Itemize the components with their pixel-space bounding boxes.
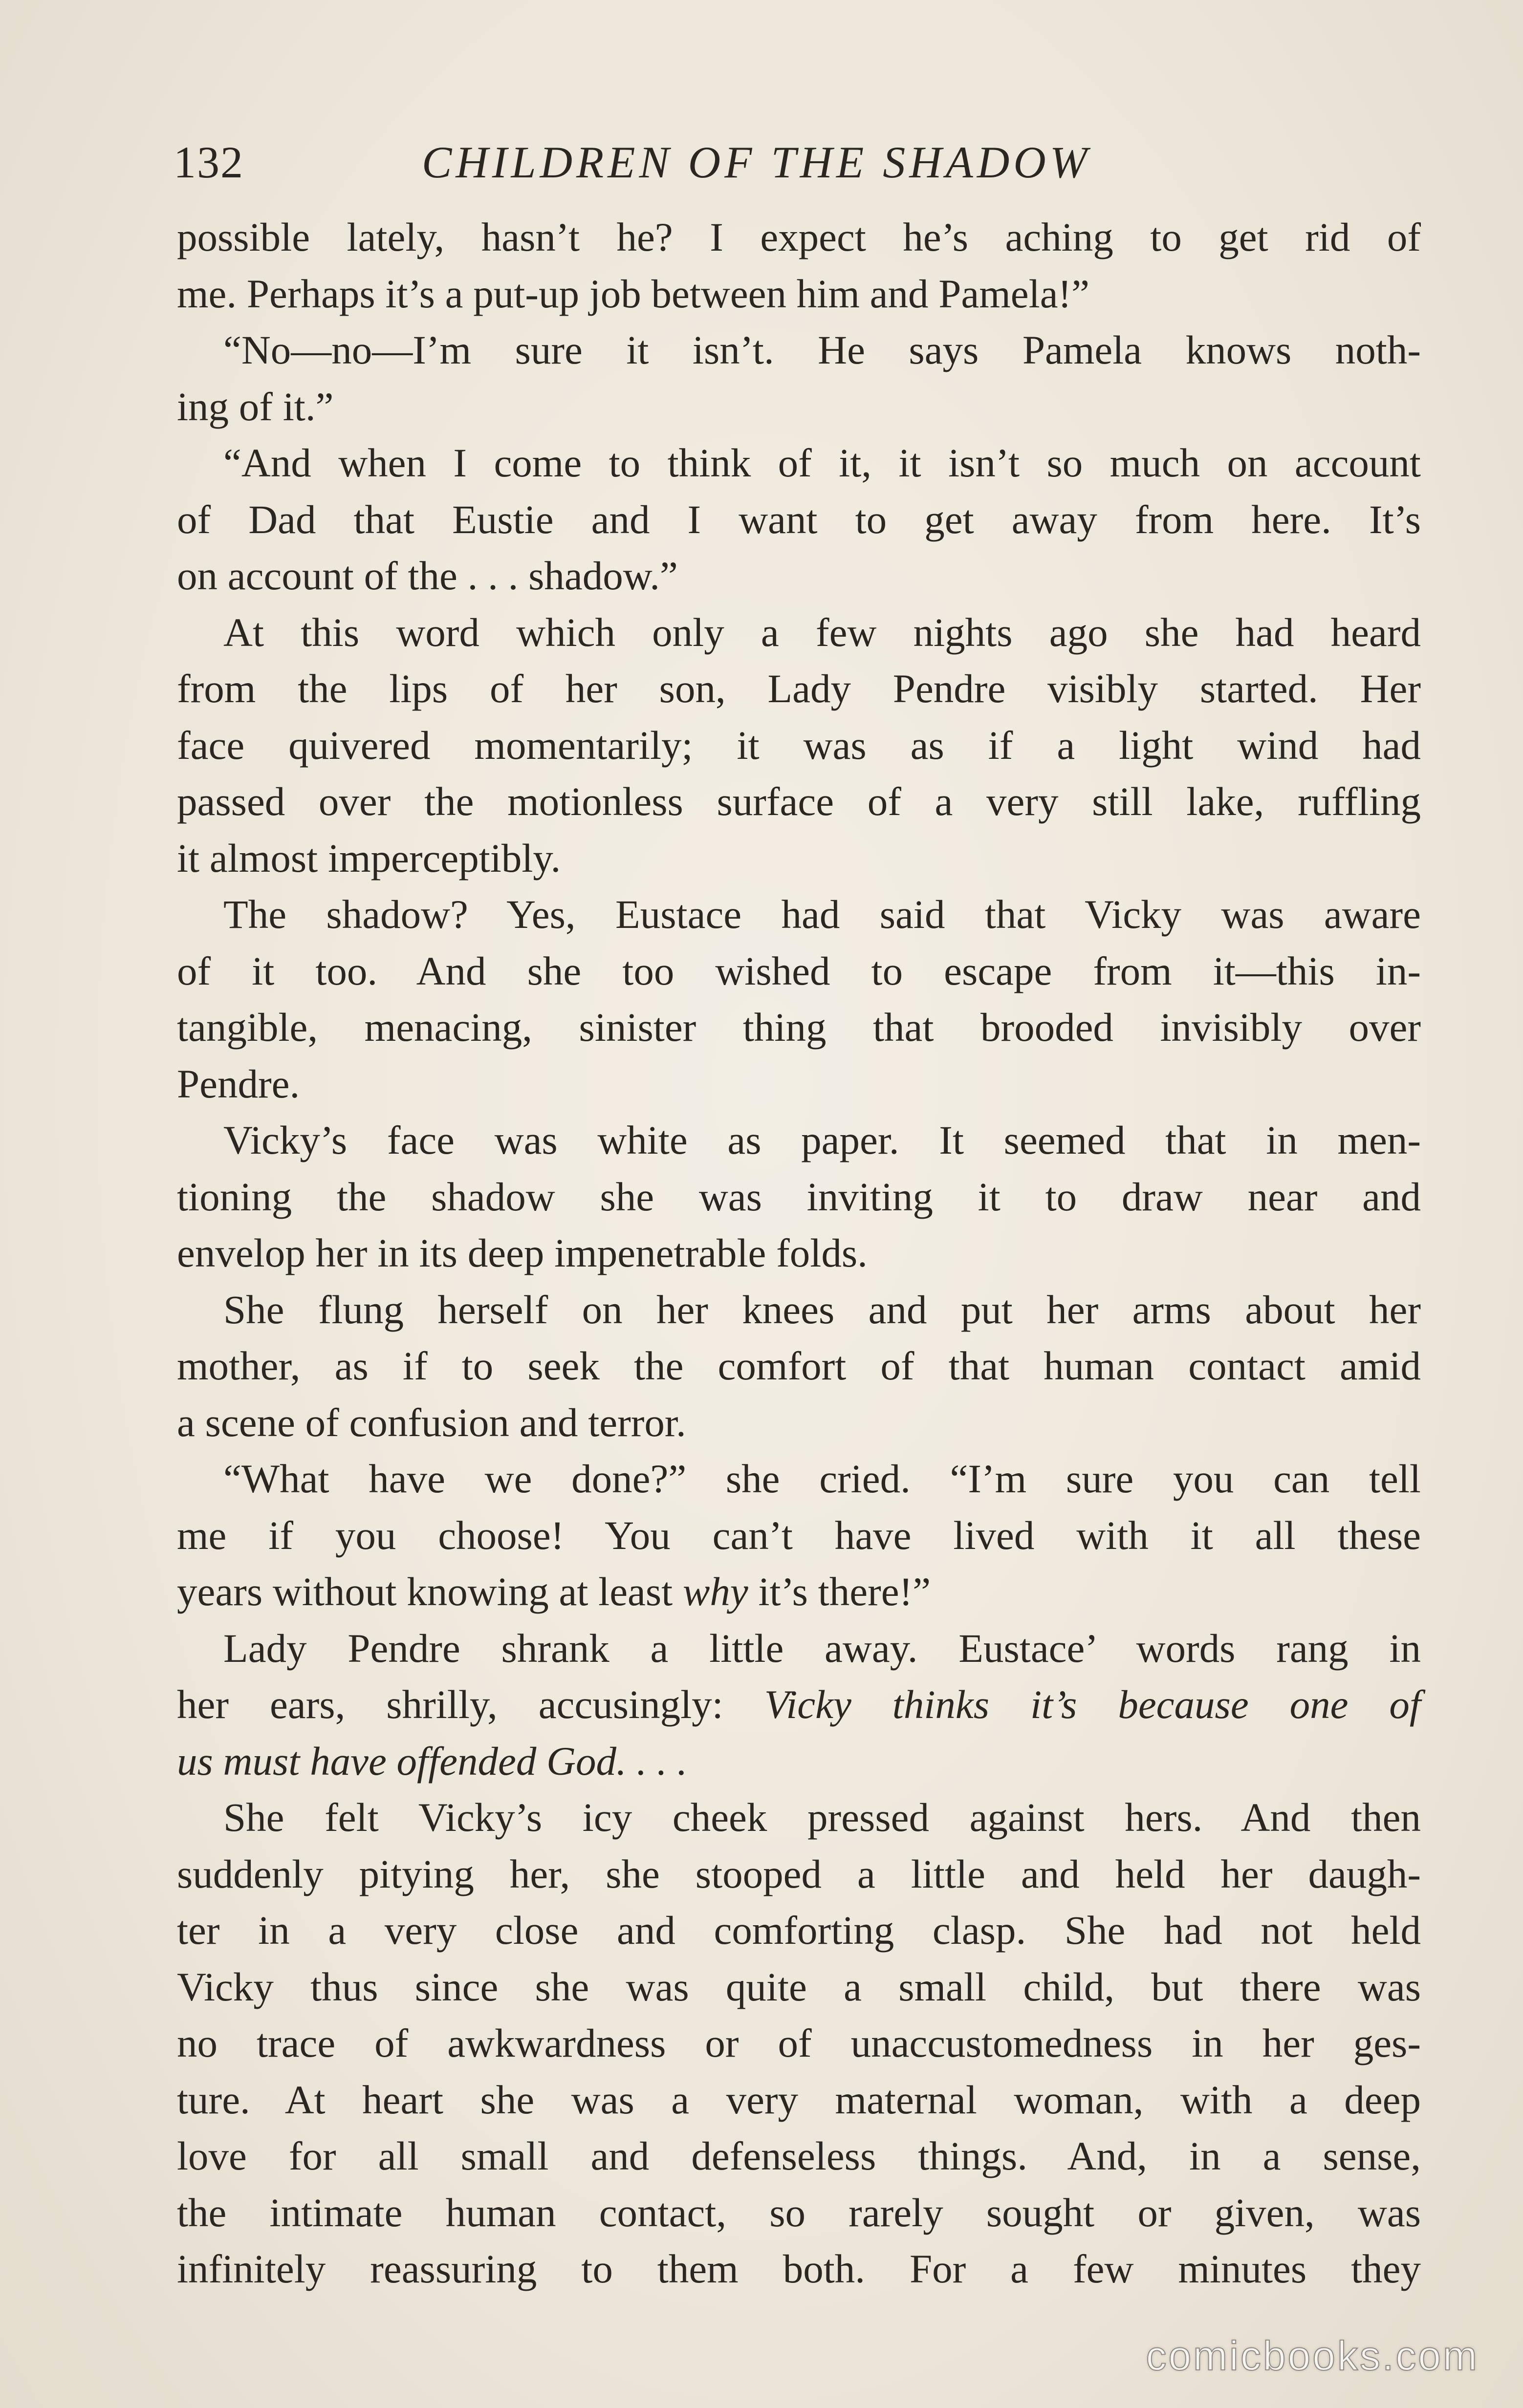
- text-line: infinitely reassuring to them both. For a few minutes they: [177, 2246, 1421, 2291]
- italic-text: us must have offended God. . . .: [177, 1738, 688, 1784]
- text-line: ing of it.”: [177, 384, 334, 429]
- text-line: the intimate human contact, so rarely sought or given, was: [177, 2190, 1421, 2235]
- page-number: 132: [174, 137, 244, 187]
- text-line: possible lately, hasn’t he? I expect he’s aching to get rid of: [177, 215, 1421, 259]
- text-line: from the lips of her son, Lady Pendre visibly started. Her: [177, 666, 1421, 711]
- text-line: of it too. And she too wished to escape from it—this in-: [177, 948, 1421, 993]
- text-line: face quivered momentarily; it was as if a light wind had: [177, 722, 1421, 768]
- text-line: passed over the motionless surface of a very still lake, ruffling: [177, 779, 1421, 824]
- text-line: me. Perhaps it’s a put-up job between him and Pamela!”: [177, 271, 1090, 316]
- text-line: envelop her in its deep impenetrable folds.: [177, 1230, 868, 1275]
- text-line: on account of the . . . shadow.”: [177, 553, 678, 598]
- text-segment: it’s there!”: [748, 1569, 931, 1614]
- text-line: no trace of awkwardness or of unaccustomedness in her ges-: [177, 2021, 1421, 2065]
- text-line: ture. At heart she was a very maternal woman, with a deep: [177, 2077, 1421, 2122]
- italic-text: why: [683, 1569, 748, 1614]
- text-line: “What have we done?” she cried. “I’m sure you can tell: [223, 1456, 1421, 1501]
- italic-text: Vicky thinks it’s because one of: [764, 1682, 1421, 1727]
- text-line: She felt Vicky’s icy cheek pressed against hers. And then: [223, 1795, 1421, 1840]
- text-segment: years without knowing at least: [177, 1569, 683, 1614]
- text-line: me if you choose! You can’t have lived with it all these: [177, 1512, 1421, 1558]
- body-text: [177, 209, 1421, 2298]
- text-line: [177, 1564, 1421, 1620]
- text-line: [177, 1677, 1421, 1733]
- text-line: “No—no—I’m sure it isn’t. He says Pamela knows noth-: [223, 327, 1421, 372]
- watermark: comicbooks.com: [1146, 2333, 1479, 2379]
- text-line: of Dad that Eustie and I want to get away from here. It’s: [177, 496, 1421, 542]
- text-line: The shadow? Yes, Eustace had said that Vicky was aware: [223, 892, 1421, 937]
- text-line: a scene of confusion and terror.: [177, 1399, 686, 1445]
- text-line: love for all small and defenseless things. And, in a sense,: [177, 2133, 1421, 2178]
- text-line: tioning the shadow she was inviting it to draw near and: [177, 1174, 1421, 1219]
- text-line: Pendre.: [177, 1061, 300, 1106]
- page-header: [174, 128, 1425, 196]
- text-line: Lady Pendre shrank a little away. Eustace’ words rang in: [223, 1625, 1421, 1671]
- text-line: ter in a very close and comforting clasp. She had not held: [177, 1908, 1421, 1953]
- text-line: tangible, menacing, sinister thing that brooded invisibly over: [177, 1005, 1421, 1050]
- text-line: She flung herself on her knees and put her arms about her: [223, 1287, 1421, 1332]
- text-line: “And when I come to think of it, it isn’t so much on account: [223, 440, 1421, 485]
- text-line: Vicky’s face was white as paper. It seemed that in men-: [223, 1118, 1421, 1162]
- text-segment: her ears, shrilly, accusingly:: [177, 1682, 764, 1727]
- text-line: Vicky thus since she was quite a small child, but there was: [177, 1964, 1421, 2009]
- running-head: CHILDREN OF THE SHADOW: [422, 137, 1091, 187]
- text-line: [177, 1733, 1421, 1790]
- text-line: At this word which only a few nights ago she had heard: [223, 609, 1421, 655]
- text-line: mother, as if to seek the comfort of that human contact amid: [177, 1343, 1421, 1388]
- text-line: suddenly pitying her, she stooped a little and held her daugh-: [177, 1851, 1421, 1896]
- text-line: it almost imperceptibly.: [177, 835, 561, 881]
